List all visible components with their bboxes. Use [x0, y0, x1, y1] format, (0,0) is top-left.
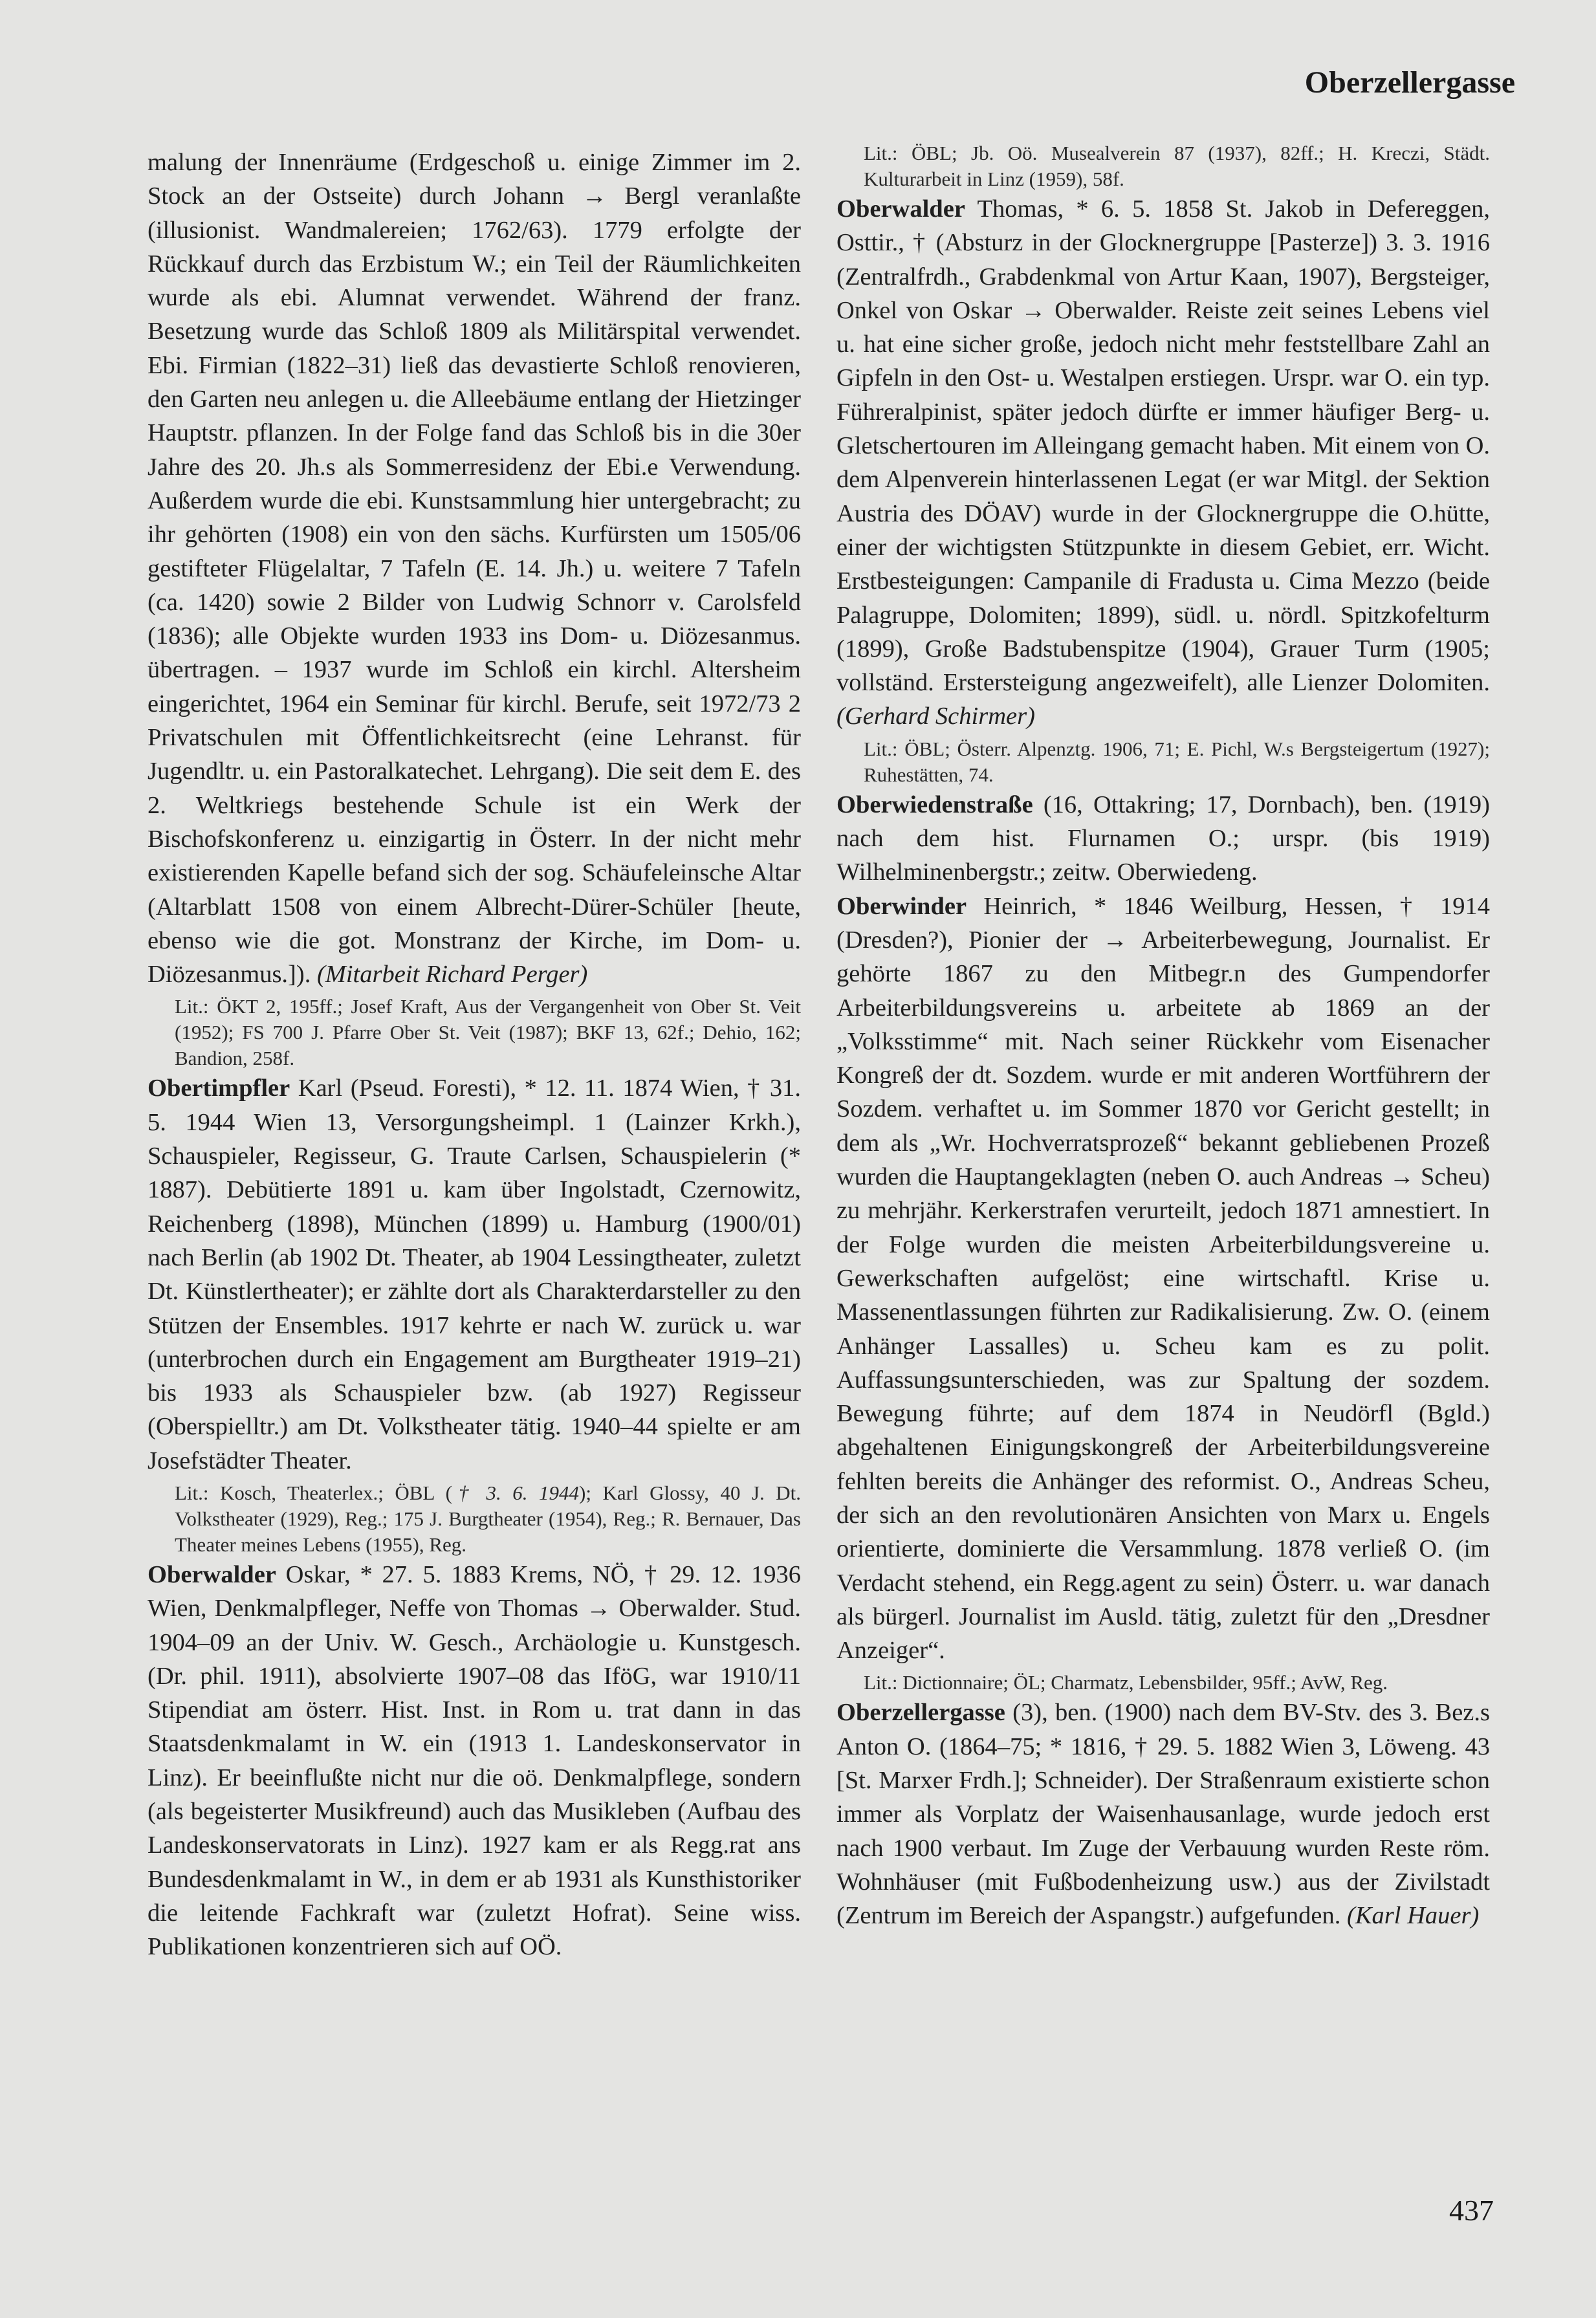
entry-text: Karl (Pseud. Foresti), * 12. 11. 1874 Wien, † 31. 5. 1944 Wien 13, Versorgungsheimpl. 1 (Lainzer Krkh.), Schauspieler, Regisseur, G. Traute Carlsen, Schauspielerin (* 1887). Debütierte 1891 u. kam über Ingolstadt, Czernowitz, Reichenberg (1898), München (1899) u. Hamburg (1900/01) nach Berlin (ab 1902 Dt. Theater, ab 1904 Lessingtheater, zuletzt Dt. Künstlertheater); er zählte dort als Charakterdarsteller zu den Stützen der Ensembles. 1917 kehrte er nach W. zurück u. war (unterbrochen durch ein Engagement am Burgtheater 1919–21) bis 1933 als Schauspieler bzw. (ab 1927) Regisseur (Oberspielltr.) am Dt. Volkstheater tätig. 1940–44 spielte er am Josefstädter Theater.: [148, 1075, 802, 1474]
left-column: [148, 146, 801, 1964]
entry-text: (16, Ottakring; 17, Dornbach), ben. (1919) nach dem hist. Flurnamen O.; urspr. (bis 1919) Wilhelminenbergstr.; zeitw. Oberwiedeng.: [836, 791, 1491, 886]
entry-text: malung der Innenräume (Erdgeschoß u. einige Zimmer im 2. Stock an der Ostseite) durch Johann → Bergl veranlaßte (illusionist. Wandmalereien; 1762/63). 1779 erfolgte der Rückkauf durch das Erzbistum W.; ein Teil der Räumlichkeiten wurde als ebi. Alumnat verwendet. Während der franz. Besetzung wurde das Schloß 1809 als Militärspital verwendet. Ebi. Firmian (1822–31) ließ das devastierte Schloß renovieren, den Garten neu anlegen u. die Alleebäume entlang der Hietzinger Hauptstr. pflanzen. In der Folge fand das Schloß bis in die 30er Jahre des 20. Jh.s als Sommerresidenz der Ebi.e Verwendung. Außerdem wurde die ebi. Kunstsammlung hier untergebracht; zu ihr gehörten (1908) ein von den sächs. Kurfürsten um 1505/06 gestifteter Flügelaltar, 7 Tafeln (E. 14. Jh.) u. weitere 7 Tafeln (ca. 1420) sowie 2 Bilder von Ludwig Schnorr v. Carolsfeld (1836); alle Objekte wurden 1933 ins Dom- u. Diözesanmus. übertragen. – 1937 wurde im Schloß ein kirchl. Altersheim eingerichtet, 1964 ein Seminar für kirchl. Berufe, seit 1972/73 2 Privatschulen mit Öffentlichkeitsrecht (eine Lehranst. für Jugendltr. u. ein Pastoralkatechet. Lehrgang). Die seit dem E. des 2. Weltkriegs bestehende Schule ist ein Werk der Bischofskonferenz u. einzigartig in Österr. In der nicht mehr existierenden Kapelle befand sich der sog. Schäufeleinsche Altar (Altarblatt 1508 von einem Albrecht-Dürer-Schüler [heute, ebenso wie die got. Monstranz der Kirche, im Dom- u. Diözesanmus.]).: [148, 149, 801, 989]
entry-oberwiedenstrasse: [836, 788, 1490, 890]
entry-author: (Karl Hauer): [1347, 1902, 1480, 1930]
lit-part-italic: † 3. 6. 1944: [452, 1481, 580, 1504]
entry-text: Heinrich, * 1846 Weilburg, Hessen, † 1914 (Dresden?), Pionier der → Arbeiterbewegung, Journalist. Er gehörte 1867 zu den Mitbegr.n des Gumpendorfer Arbeiterbildungsvereins u. arbeitete ab 1869 an der „Volksstimme“ mit. Nach seiner Rückkehr vom Eisenacher Kongreß der dt. Sozdem. wurde er mit anderen Wortführern der Sozdem. verhaftet u. im Sommer 1870 vor Gericht gestellt; in dem als „Wr. Hochverratsprozeß“ bekannt gebliebenen Prozeß wurden die Hauptangeklagten (neben O. auch Andreas → Scheu) zu mehrjähr. Kerkerstrafen verurteilt, jedoch 1871 amnestiert. In der Folge wurden die meisten Arbeiterbildungsvereine u. Gewerkschaften aufgelöst; eine wirtschaftl. Krise u. Massenentlassungen führten zur Radikalisierung. Zw. O. (einem Anhänger Lassalles) u. Scheu kam es zu polit. Auffassungsunterschieden, was zur Spaltung der sozdem. Bewegung führte; auf dem 1874 in Neudörfl (Bgld.) abgehaltenen Einigungskongreß der Arbeiterbildungsvereine fehlten bereits die Anhänger des reformist. O., Andreas Scheu, der sich an den revolutionären Ansichten von Marx u. Engels orientierte, dominierte die Versammlung. 1878 verließ O. (im Verdacht stehend, ein Regg.agent zu sein) Österr. u. war danach als bürgerl. Journalist im Ausld. tätig, zuletzt für den „Dresdner Anzeiger“.: [836, 892, 1491, 1665]
literature-note: Lit.: ÖBL; Österr. Alpenztg. 1906, 71; E. Pichl, W.s Bergsteigertum (1927); Ruhestätten, 74.: [864, 737, 1490, 786]
entry-text: (3), ben. (1900) nach dem BV-Stv. des 3. Bez.s Anton O. (1864–75; * 1816, † 29. 5. 1882 Wien 3, Löweng. 43 [St. Marxer Frdh.]; Schneider). Der Straßenraum existierte schon immer als Vorplatz der Waisenhausanlage, wurde jedoch erst nach 1900 verbaut. Im Zuge der Verbauung wurden Reste röm. Wohnhäuser (mit Fußbodenheizung usw.) aus der Zivilstadt (Zentrum im Bereich der Aspangstr.) aufgefunden.: [836, 1699, 1490, 1930]
lit-part: Lit.: Kosch, Theaterlex.; ÖBL (: [175, 1481, 453, 1504]
right-column: [836, 142, 1491, 1933]
literature-note: Lit.: Dictionnaire; ÖL; Charmatz, Lebensbilder, 95ff.; AvW, Reg.: [864, 1671, 1388, 1694]
entry-headword: Oberzellergasse: [836, 1699, 1005, 1727]
page-number: 437: [1449, 2194, 1494, 2227]
entry-author: (Mitarbeit Richard Perger): [316, 961, 588, 989]
literature-note: Lit.: ÖKT 2, 195ff.; Josef Kraft, Aus der Vergangenheit von Ober St. Veit (1952); FS 700 J. Pfarre Ober St. Veit (1987); BKF 13, 62f.; Dehio, 162; Bandion, 258f.: [175, 995, 801, 1070]
running-head: Oberzellergasse: [1304, 65, 1515, 100]
entry-headword: Obertimpfler: [148, 1075, 290, 1102]
literature-note: [148, 1480, 801, 1558]
entry-oberwinder: [836, 890, 1490, 1668]
entry-oberwalder-thomas: [836, 192, 1490, 734]
entry-oberzellergasse: [836, 1696, 1490, 1932]
entry-headword: Oberwiedenstraße: [836, 791, 1033, 818]
literature-note: Lit.: ÖBL; Jb. Oö. Musealverein 87 (1937), 82ff.; H. Kreczi, Städt. Kulturarbeit in Linz (1959), 58f.: [864, 142, 1490, 190]
continuation-entry: [148, 146, 801, 991]
entry-text: Thomas, * 6. 5. 1858 St. Jakob in Defereggen, Osttir., † (Absturz in der Glocknergruppe [Pasterze]) 3. 3. 1916 (Zentralfrdh., Grabdenkmal von Artur Kaan, 1907), Bergsteiger, Onkel von Oskar → Oberwalder. Reiste zeit seines Lebens viel u. hat eine sicher große, jedoch nicht mehr feststellbare Zahl an Gipfeln in den Ost- u. Westalpen erstiegen. Urspr. war O. ein typ. Führeralpinist, später jedoch dürfte er immer häufiger Berg- u. Gletschertouren im Alleingang gemacht haben. Mit einem von O. dem Alpenverein hinterlassenen Legat (er war Mitgl. der Sektion Austria des DÖAV) wurde in der Glocknergruppe die O.hütte, einer der wichtigsten Stützpunkte in diesem Gebiet, err. Wicht. Erstbesteigungen: Campanile di Fradusta u. Cima Mezzo (beide Palagruppe, Dolomiten; 1899), südl. u. nördl. Spitzkofelturm (1899), Große Badstubenspitze (1904), Grauer Turm (1905; vollständ. Erstersteigung angezweifelt), alle Lienzer Dolomiten.: [836, 195, 1490, 697]
entry-obertimpfler: [148, 1071, 801, 1478]
entry-headword: Oberwalder: [148, 1560, 276, 1588]
entry-oberwalder-oskar: [148, 1558, 801, 1964]
entry-headword: Oberwalder: [836, 195, 965, 223]
entry-headword: Oberwinder: [836, 892, 967, 920]
entry-author: (Gerhard Schirmer): [836, 703, 1035, 730]
entry-text: Oskar, * 27. 5. 1883 Krems, NÖ, † 29. 12. 1936 Wien, Denkmalpfleger, Neffe von Thomas → Oberwalder. Stud. 1904–09 an der Univ. W. Gesch., Archäologie u. Kunstgesch. (Dr. phil. 1911), absolvierte 1907–08 das IföG, war 1910/11 Stipendiat am österr. Hist. Inst. in Rom u. trat dann in das Staatsdenkmalamt in W. ein (1913 1. Landeskonservator in Linz). Er beeinflußte nicht nur die oö. Denkmalpflege, sondern (als begeisterter Musikfreund) auch das Musikleben (Aufbau des Landeskonservatorats in Linz). 1927 kam er als Regg.rat ans Bundesdenkmalamt in W., in dem er ab 1931 als Kunsthistoriker die leitende Fachkraft war (zuletzt Hofrat). Seine wiss. Publikationen konzentrieren sich auf OÖ.: [148, 1560, 802, 1961]
lit-part: ); Karl Glossy, 40 J. Dt. Volkstheater (1929), Reg.; 175 J. Burgtheater (1954), Reg.; R. Bernauer, Das Theater meines Lebens (1955), Reg.: [175, 1481, 802, 1556]
